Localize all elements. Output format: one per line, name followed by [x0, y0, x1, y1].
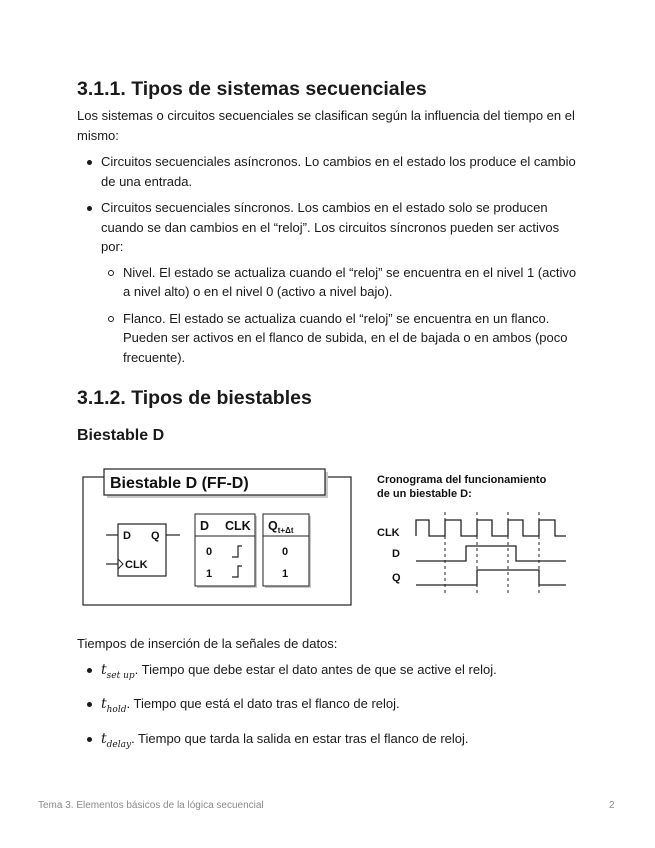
d-waveform [416, 546, 566, 561]
chronogram-title-line1: Cronograma del funcionamiento [377, 474, 547, 486]
timing-text: . Tiempo que tarda la salida en estar tras el flanco de reloj. [131, 730, 469, 746]
sub-item-flanco [77, 309, 577, 368]
math-subscript: hold [106, 705, 127, 716]
page-number: 2 [609, 800, 615, 811]
math-t: t [101, 662, 107, 678]
table-d-value-1: 1 [206, 568, 213, 580]
sub-item-nivel [77, 263, 577, 302]
table-d-value-0: 0 [206, 546, 213, 558]
intro-paragraph: Los sistemas o circuitos secuenciales se clasifican según la influencia del tiempo en el mismo: [77, 108, 575, 143]
timing-text: . Tiempo que está el dato tras el flanco de reloj. [126, 696, 400, 712]
figure-title: Biestable D (FF-D) [110, 475, 249, 492]
signal-d-label: D [392, 548, 400, 560]
hold-symbol [101, 696, 127, 716]
setup-symbol [101, 662, 135, 681]
sub-item-text: Flanco. El estado se actualiza cuando el “reloj” se encuentra en un flanco. Pueden ser activos en el flanco de subida, en el de bajada o en ambos (poco frecuente). [123, 310, 568, 365]
chronogram-title-line2: de un biestable D: [377, 488, 472, 500]
timing-intro: Tiempos de inserción de la señales de datos: [77, 636, 338, 651]
list-item-sincronos [77, 198, 577, 367]
sequential-types-list [77, 152, 577, 367]
math-subscript: delay [106, 739, 132, 750]
math-t: t [101, 730, 107, 747]
list-item-text: Circuitos secuenciales síncronos. Los cambios en el estado solo se producen cuando se dan cambios en el “reloj”. Los circuitos síncronos pueden ser activos por: [101, 200, 560, 254]
timing-item-hold [77, 694, 597, 720]
timing-text: . Tiempo que debe estar el dato antes de que se active el reloj. [134, 662, 497, 677]
table-q-value-1: 1 [282, 568, 289, 580]
math-subscript: set up [106, 670, 135, 681]
biestable-d-figure [80, 464, 580, 614]
q-waveform [416, 570, 566, 585]
signal-q-label: Q [392, 572, 401, 584]
list-item-asincronos [77, 152, 577, 191]
timing-item-delay [77, 729, 597, 755]
timing-item-setup [77, 660, 597, 686]
symbol-d-label: D [123, 530, 131, 542]
signal-clk-label: CLK [377, 527, 400, 539]
symbol-clk-label: CLK [125, 559, 148, 571]
list-item-text: Circuitos secuenciales asíncronos. Lo cambios en el estado los produce el cambio de una entrada. [101, 154, 576, 189]
sync-sublist [77, 263, 577, 368]
timing-list [77, 660, 597, 755]
table-q-value-0: 0 [282, 546, 289, 558]
table-q-header-letter: Q [268, 519, 278, 533]
section-heading-tipos-sistemas: 3.1.1. Tipos de sistemas secuenciales [77, 78, 427, 100]
section-heading-tipos-biestables: 3.1.2. Tipos de biestables [77, 387, 312, 409]
footer-text: Tema 3. Elementos básicos de la lógica secuencial [38, 800, 264, 811]
delay-symbol [101, 730, 132, 750]
sub-item-text: Nivel. El estado se actualiza cuando el “reloj” se encuentra en el nivel 1 (activo a nivel alto) o en el nivel 0 (activo a nivel bajo). [123, 264, 577, 299]
table-d-header: D [200, 519, 210, 533]
symbol-q-label: Q [151, 530, 160, 542]
table-clk-header: CLK [225, 519, 251, 533]
subheading-biestable-d: Biestable D [77, 427, 165, 444]
table-q-subscript: t+Δt [277, 526, 294, 535]
math-t: t [101, 696, 107, 713]
clk-waveform [416, 520, 566, 536]
